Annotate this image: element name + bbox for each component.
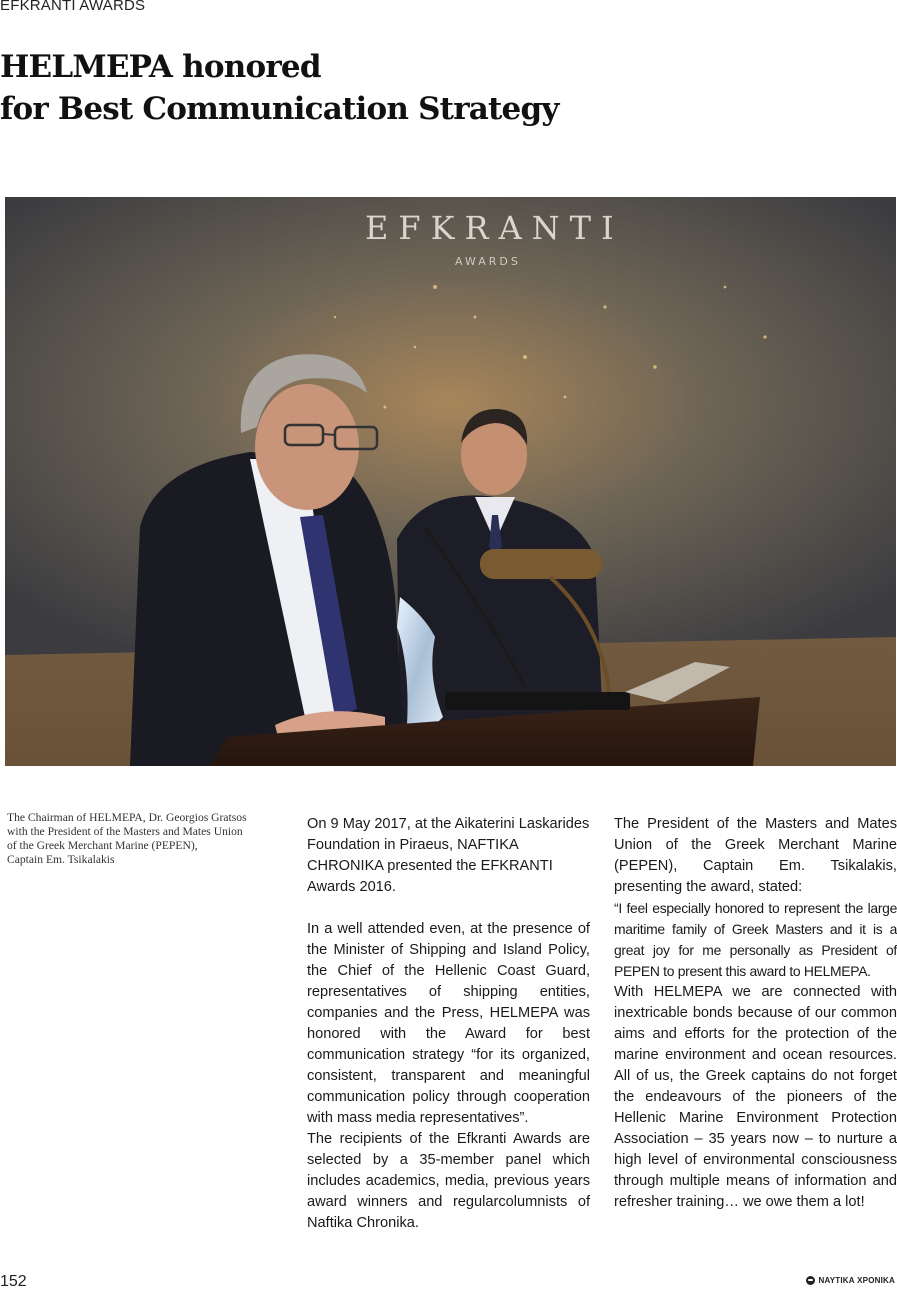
headline-line-2: for Best Communication Strategy (0, 91, 559, 127)
article-headline (0, 46, 559, 130)
screen-logo-subtext: AWARDS (455, 255, 521, 268)
article-quote: “I feel especially honored to represent the large maritime family of Greek Masters and it is a great joy for me personally as President of PEPEN to present this award to HELMEPA. (614, 900, 897, 979)
article-column-2 (614, 814, 897, 1213)
article-paragraph: The recipients of the Efkranti Awards are selected by a 35-member panel which includes academics, media, previous years award winners and regularcolumnists of Naftika Chronika. (307, 1131, 590, 1231)
brand-logo-icon (806, 1276, 815, 1285)
brand-name: ΝΑΥΤΙΚΑ ΧΡΟΝΙΚΑ (818, 1276, 895, 1285)
screen-logo-text: EFKRANTI (365, 209, 624, 247)
article-column-1 (307, 814, 590, 1234)
article-paragraph: The President of the Masters and Mates Union of the Greek Merchant Marine (PEPEN), Captain Em. Tsikalakis, presenting the award, stated: (614, 816, 897, 895)
article-paragraph: In a well attended even, at the presence of the Minister of Shipping and Island Policy, the Chief of the Hellenic Coast Guard, representatives of shipping entities, companies and the Press, HELMEPA was honored with the Award for best communication strategy “for its organized, consistent, transparent and meaningful communication policy through cooperation with mass media representatives”. (307, 921, 590, 1126)
headline-line-1: HELMEPA honored (0, 49, 321, 85)
footer-brand (806, 1276, 896, 1285)
caption-line: with the President of the Masters and Mates Union (7, 825, 243, 838)
caption-line: of the Greek Merchant Marine (PEPEN), (7, 839, 198, 852)
caption-line: The Chairman of HELMEPA, Dr. Georgios Gratsos (7, 811, 247, 824)
caption-line: Captain Em. Tsikalakis (7, 853, 115, 866)
page-number: 152 (0, 1273, 27, 1290)
article-paragraph: On 9 May 2017, at the Aikaterini Laskarides Foundation in Piraeus, NAFTIKA CHRONIKA presented the EFKRANTI Awards 2016. (307, 816, 590, 895)
article-paragraph: With HELMEPA we are connected with inextricable bonds because of our common aims and efforts for the protection of the marine environment and ocean resources. All of us, the Greek captains do not forget the endeavours of the pioneers of the Hellenic Marine Environment Protection Association – 35 years now – to nurture a high level of environmental consciousness through multiple means of information and refresher training… we owe them a lot! (614, 984, 897, 1210)
photo-caption (7, 811, 277, 867)
award-ceremony-photo (5, 197, 896, 766)
section-label: EFKRANTI AWARDS (0, 0, 146, 14)
